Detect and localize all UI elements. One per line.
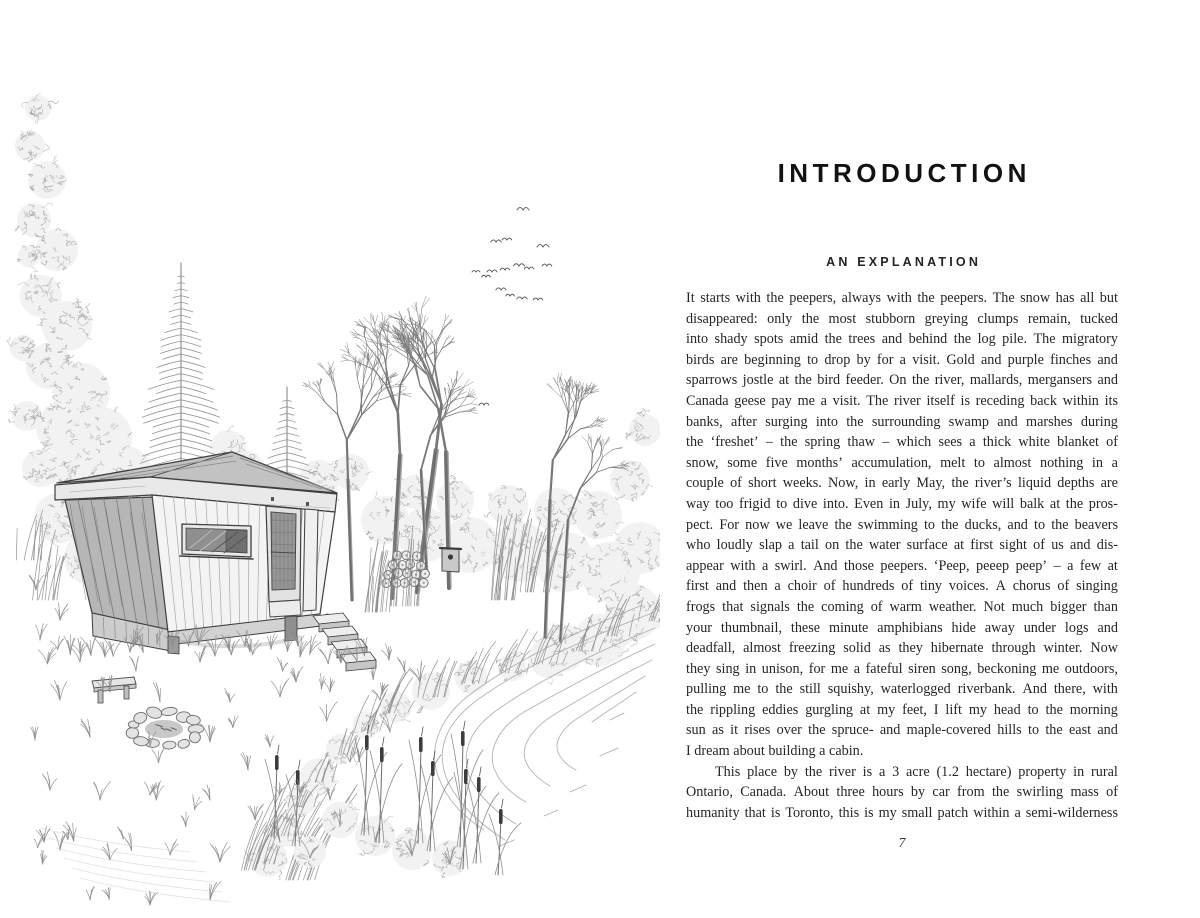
text-line: way too frigid to dive into. Even in July, my wife will balk at the pros-: [686, 495, 1118, 512]
text-line: deadfall, almost freezing solid as they hibernate through winter. Now: [686, 640, 1118, 657]
text-line: they sing in unison, for me a fateful siren song, beckoning me outdoors,: [686, 660, 1118, 677]
text-line: This place by the river is a 3 acre (1.2 hectare) property in rural: [715, 763, 1118, 780]
text-line: banks, after surging into the surrounding swamp and marshes during: [686, 413, 1118, 430]
paragraph: [686, 762, 1118, 824]
text-line: appear with a swirl. And those peepers. ‘Peep, peeep peep’ – a few at: [686, 557, 1118, 574]
right-page: [686, 0, 1118, 852]
text-line: Ontario, Canada. About three hours by car from the swirling mass of: [686, 784, 1118, 801]
text-line: I dream about building a cabin.: [686, 743, 864, 760]
text-line: who loudly slap a tail on the water surface at first sight of us and dis-: [686, 537, 1118, 554]
paragraph: [686, 288, 1118, 762]
page-number: 7: [898, 835, 906, 851]
text-line: disappeared: only the most stubborn greying clumps remain, tucked: [686, 310, 1118, 327]
text-line: humanity that is Toronto, this is my small patch within a semi-wilderness: [686, 804, 1118, 821]
text-line: sparrows jostle at the bird feeder. On the river, mallards, mergansers and: [686, 372, 1118, 389]
text-line: snow, some five months’ accumulation, melt to almost nothing in a: [686, 454, 1118, 471]
chapter-title: INTRODUCTION: [777, 158, 1031, 188]
text-line: It starts with the peepers, always with the peepers. The snow has all but: [686, 290, 1118, 306]
text-line: your thumbnail, these minute amphibians hide away under logs and: [686, 619, 1118, 636]
text-line: the rippling eddies gurgling at my feet, I lift my head to the morning: [686, 701, 1118, 718]
text-line: Canada geese pay me a visit. The river itself is receding back within its: [686, 392, 1118, 409]
body-text: [686, 288, 1118, 823]
text-line: couple of short weeks. Now, in early May, the river’s liquid depths are: [686, 475, 1118, 492]
text-line: the ‘freshet’ – the spring thaw – which sees a thick white blanket of: [686, 434, 1118, 451]
text-line: pulling me to the still squishy, waterlogged riverbank. And there, with: [686, 681, 1118, 698]
text-line: first and then a choir of hundreds of tiny voices. A chorus of singing: [686, 578, 1118, 595]
text-line: frogs that signals the coming of warm weather. Not much bigger than: [686, 598, 1118, 615]
text-line: into shady spots amid the trees and behind the log pile. The migratory: [686, 331, 1118, 348]
text-line: sun as it rises over the spruce- and maple-covered hills to the east and: [686, 722, 1118, 739]
text-line: pect. For now we leave the swimming to the ducks, and to the beavers: [686, 516, 1118, 533]
section-subtitle: AN EXPLANATION: [826, 255, 982, 269]
text-line: birds are beginning to drop by for a visit. Gold and purple finches and: [686, 351, 1118, 368]
